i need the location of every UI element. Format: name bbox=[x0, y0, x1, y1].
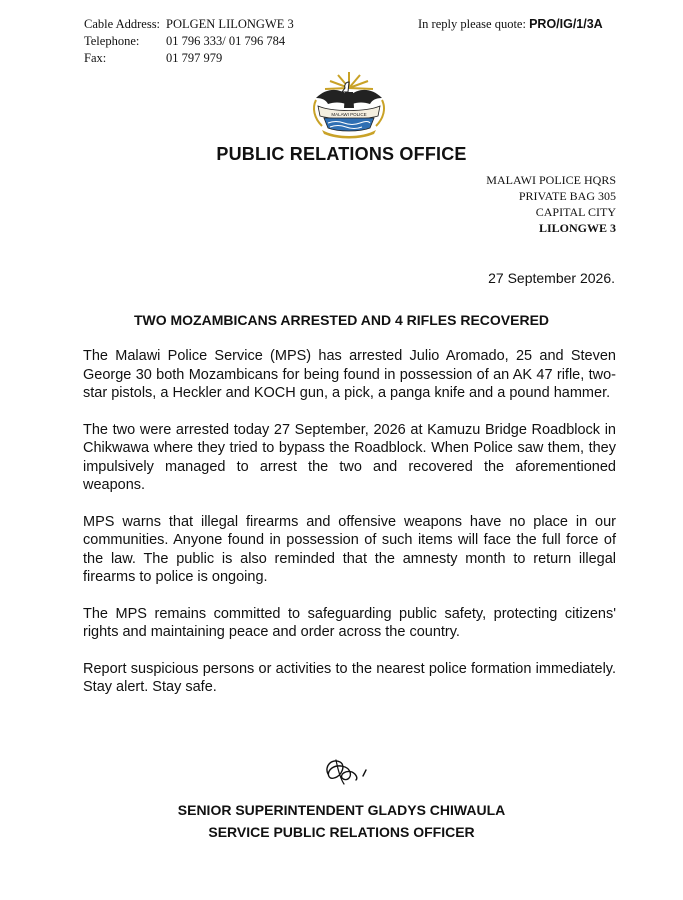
address-line: CAPITAL CITY bbox=[535, 205, 616, 219]
telephone-value: 01 796 333/ 01 796 784 bbox=[166, 34, 286, 48]
address-line: MALAWI POLICE HQRS bbox=[486, 173, 616, 187]
body-paragraph: MPS warns that illegal firearms and offensive weapons have no place in our communities. Anyone found in possession of such items will face the full force of the law. The public is also reminded that the amnesty month to return illegal firearms to police is ongoing. bbox=[83, 513, 616, 585]
fax-label: Fax: bbox=[84, 51, 107, 65]
signatory-name: SENIOR SUPERINTENDENT GLADYS CHIWAULA bbox=[177, 802, 506, 818]
cable-address-value: POLGEN LILONGWE 3 bbox=[166, 17, 294, 31]
reply-reference bbox=[418, 16, 603, 33]
body-paragraph: The MPS remains committed to safeguarding public safety, protecting citizens' rights and maintaining peace and order across the country. bbox=[83, 605, 616, 640]
malawi-police-crest-icon bbox=[308, 68, 390, 140]
telephone-label: Telephone: bbox=[84, 34, 140, 48]
body-paragraph: The Malawi Police Service (MPS) has arrested Julio Aromado, 25 and Steven George 30 both Mozambicans for being found in possession of an AK 47 rifle, two-star pistols, a Heckler and KOCH gun, a pick, a panga knife and a pound hammer. bbox=[83, 348, 616, 401]
crest-motto: MALAWI POLICE bbox=[331, 112, 367, 117]
address-line: LILONGWE 3 bbox=[538, 221, 616, 235]
fax-value: 01 797 979 bbox=[166, 51, 223, 65]
headline: TWO MOZAMBICANS ARRESTED AND 4 RIFLES RECOVERED bbox=[133, 312, 550, 328]
address-line: PRIVATE BAG 305 bbox=[518, 189, 616, 203]
letterhead-contact bbox=[84, 16, 294, 67]
letter-date: 27 September 2026. bbox=[488, 270, 615, 286]
press-release-body bbox=[83, 347, 616, 715]
cable-address-row bbox=[84, 16, 294, 33]
telephone-row bbox=[84, 33, 294, 50]
handwritten-signature bbox=[318, 752, 378, 788]
body-paragraph: The two were arrested today 27 September, 2026 at Kamuzu Bridge Roadblock in Chikwawa where they tried to bypass the Roadblock. When Police saw them, they impulsively managed to arrest the two and recovered the aforementioned weapons. bbox=[83, 421, 616, 493]
reply-prefix: In reply please quote: bbox=[418, 17, 526, 31]
signatory-title: SERVICE PUBLIC RELATIONS OFFICER bbox=[208, 824, 475, 840]
cable-address-label: Cable Address: bbox=[84, 17, 161, 31]
body-paragraph: Report suspicious persons or activities to the nearest police formation immediately. Stay alert. Stay safe. bbox=[83, 660, 616, 695]
fax-row bbox=[84, 50, 294, 67]
office-title: PUBLIC RELATIONS OFFICE bbox=[216, 144, 467, 164]
postal-address bbox=[486, 172, 616, 236]
reply-ref-code: PRO/IG/1/3A bbox=[529, 17, 603, 31]
